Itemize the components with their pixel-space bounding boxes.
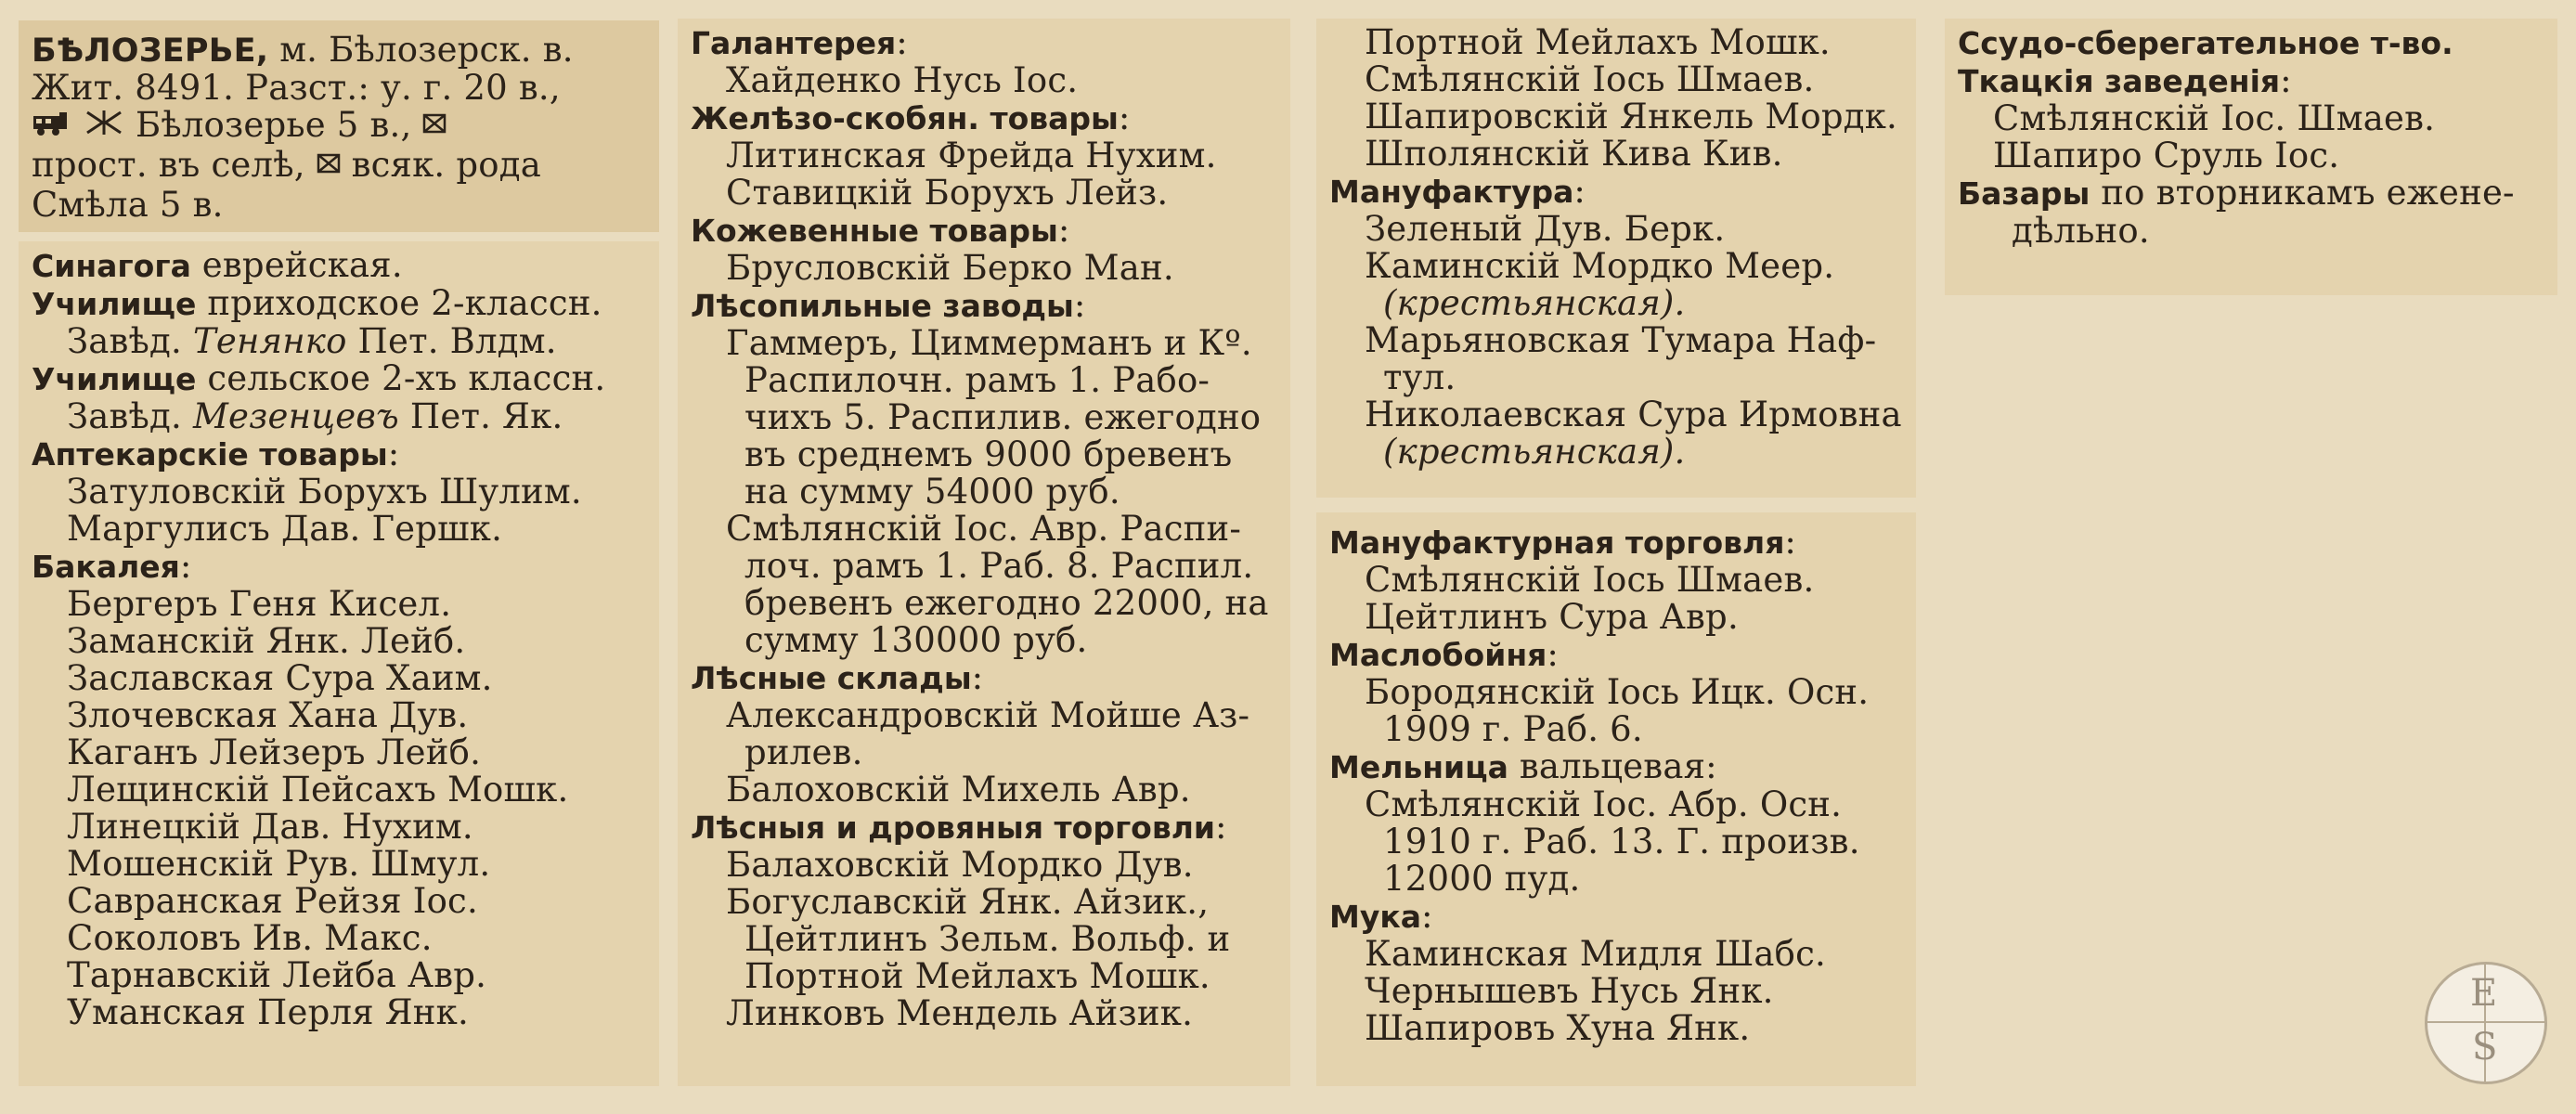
column-2 <box>678 19 1290 1086</box>
list-item: Цейтлинъ Сура Авр. <box>1365 597 1739 637</box>
town-name: БѢЛОЗЕРЬЕ, <box>32 32 269 70</box>
list-item: Маргулисъ Дав. Гершк. <box>67 509 503 549</box>
list-item-continuation: на сумму 54000 руб. <box>744 472 1120 512</box>
category-heading: Лѣсные склады <box>691 660 972 696</box>
railway-station-icon <box>32 110 72 147</box>
category: Аптекарскіе товары: <box>32 434 400 473</box>
list-item: Марьяновская Тумара Наф- <box>1365 320 1877 360</box>
list-item: Линецкій Дав. Нухим. <box>67 807 473 847</box>
list-item: Смѣлянскій Іос. Абр. Осн. <box>1365 784 1843 824</box>
list-item: Завѣд. Тенянко Пет. Влдм. <box>67 321 557 361</box>
category-heading: Галантерея <box>691 25 897 61</box>
list-item-continuation: Распилочн. рамъ 1. Рабо- <box>744 360 1210 400</box>
header-line1: м. Бѣлозерск. в. <box>279 30 574 70</box>
category: Базары по вторникамъ еженe- <box>1958 173 2515 213</box>
category: Мануфактура: <box>1329 171 1586 211</box>
list-item: Портной Мейлахъ Мошк. <box>1365 22 1831 62</box>
category-heading: Аптекарскіе товары <box>32 436 388 473</box>
list-item: Хайденко Нусь Іос. <box>726 60 1079 100</box>
list-item: Брусловскій Берко Ман. <box>726 248 1174 288</box>
category-heading: Мельница <box>1329 749 1508 785</box>
list-item: Бергеръ Геня Кисел. <box>67 584 452 624</box>
header-line3: Бѣлозерье 5 в., <box>135 105 412 145</box>
list-item: Бородянскій Іось Ицк. Осн. <box>1365 672 1870 712</box>
school-entry: Училище сельское 2-хъ классн. <box>32 358 606 398</box>
list-item-continuation: Цейтлинъ Зельм. Вольф. и <box>744 919 1231 959</box>
category-heading: Базары <box>1958 175 2091 212</box>
list-item: Александровскій Мойше Аз- <box>726 695 1250 735</box>
list-item: Смѣлянскій Іось Шмаев. <box>1365 59 1815 99</box>
list-item: Каганъ Лейзеръ Лейб. <box>67 732 482 772</box>
list-item: Соколовъ Ив. Макс. <box>67 918 433 958</box>
category-heading: Училище <box>32 361 197 397</box>
list-item: Шапиро Сруль Іос. <box>1993 136 2340 175</box>
category: Галантерея: <box>691 22 908 62</box>
list-item-continuation: 1909 г. Раб. 6. <box>1383 709 1643 749</box>
list-item-continuation: дѣльно. <box>2012 211 2150 251</box>
list-item-continuation: въ среднемъ 9000 бревенъ <box>744 434 1233 474</box>
list-item: Смѣлянскій Іось Шмаев. <box>1365 560 1815 600</box>
logo-letter-bottom: S <box>2472 1026 2498 1069</box>
list-item-continuation: 1910 г. Раб. 13. Г. произв. <box>1383 822 1860 861</box>
list-item-continuation: бревенъ ежегодно 22000, на <box>744 583 1269 623</box>
category-heading: Училище <box>32 286 197 322</box>
category: Маслобойня: <box>1329 634 1560 674</box>
list-item: Затуловскій Борухъ Шулим. <box>67 472 582 512</box>
list-item-note: (крестьянская). <box>1383 432 1686 472</box>
list-item: Заманскій Янк. Лейб. <box>67 621 466 661</box>
header-line4a: прост. въ селѣ, <box>32 145 305 185</box>
list-item: Каминскій Мордко Меер. <box>1365 246 1835 286</box>
header-line4b: всяк. рода <box>351 145 541 185</box>
telegraph-icon <box>317 149 341 187</box>
list-item-continuation: рилев. <box>744 732 863 772</box>
logo-letter-top: E <box>2470 972 2498 1015</box>
list-item: Каминская Мидля Шабс. <box>1365 934 1826 974</box>
category: Бакалея: <box>32 546 192 586</box>
category-heading: Маслобойня <box>1329 637 1547 673</box>
list-item: Гаммеръ, Циммерманъ и Кº. <box>726 323 1252 363</box>
list-item-continuation: тул. <box>1383 357 1456 397</box>
synagogue-entry: Синагога еврейская. <box>32 245 403 285</box>
column-3-bottom <box>1316 512 1916 1086</box>
list-item: Николаевская Сура Ирмовна <box>1365 395 1902 434</box>
list-item: Шполянскій Кива Кив. <box>1365 134 1783 174</box>
list-item: Завѣд. Мезенцевъ Пет. Як. <box>67 396 563 436</box>
list-item: Балоховскій Михель Авр. <box>726 770 1191 810</box>
category-heading: Синагога <box>32 248 191 284</box>
header-line2: Жит. 8491. Разст.: у. г. 20 в., <box>32 68 561 108</box>
list-item: Балаховскій Мордко Дув. <box>726 845 1194 885</box>
list-item-continuation: чихъ 5. Распилив. ежегодно <box>744 397 1262 437</box>
list-item: Тарнавскій Лейба Авр. <box>67 955 487 995</box>
list-item: Шапировскій Янкель Мордк. <box>1365 97 1897 136</box>
list-item: Савранская Рейзя Іос. <box>67 881 478 921</box>
list-item-continuation: 12000 пуд. <box>1383 859 1581 899</box>
school-entry: Училище приходское 2-классн. <box>32 283 602 323</box>
category-heading: Лѣсныя и дровяныя торговли <box>691 810 1216 846</box>
list-item: Лещинскій Пейсахъ Мошк. <box>67 770 569 810</box>
list-item: Линковъ Мендель Айзик. <box>726 993 1194 1033</box>
category-heading: Кожевенные товары <box>691 213 1058 249</box>
list-item: Ставицкій Борухъ Лейз. <box>726 173 1169 213</box>
column-4 <box>1945 19 2557 295</box>
category: Лѣсопильные заводы: <box>691 285 1086 325</box>
category: Мануфактурная торговля: <box>1329 522 1797 562</box>
header-line5: Смѣла 5 в. <box>32 185 224 225</box>
category-heading: Лѣсопильные заводы <box>691 288 1074 324</box>
category: Кожевенные товары: <box>691 210 1070 250</box>
category: Лѣсные склады: <box>691 657 984 697</box>
list-item: Смѣлянскій Іос. Шмаев. <box>1993 98 2436 138</box>
list-item: Шапировъ Хуна Янк. <box>1365 1008 1751 1048</box>
column-3-top <box>1316 19 1916 498</box>
list-item-continuation: лоч. рамъ 1. Раб. 8. Распил. <box>744 546 1254 586</box>
category-heading: Ткацкія заведенія <box>1958 63 2281 99</box>
list-item: Заславская Сура Хаим. <box>67 658 493 698</box>
category-heading: Желѣзо-скобян. товары <box>691 100 1119 136</box>
list-item: Уманская Перля Янк. <box>67 992 469 1032</box>
category-heading: Ссудо-сберегательное т-во. <box>1958 25 2453 61</box>
watermark-logo <box>2425 962 2547 1084</box>
category-heading: Мука <box>1329 899 1422 935</box>
category: Желѣзо-скобян. товары: <box>691 97 1131 137</box>
category: Ткацкія заведенія: <box>1958 60 2292 100</box>
category-heading: Мануфактура <box>1329 174 1574 210</box>
list-item: Литинская Фрейда Нухим. <box>726 136 1217 175</box>
post-office-icon <box>84 109 124 147</box>
list-item-note: (крестьянская). <box>1383 283 1686 323</box>
list-item-continuation: сумму 130000 руб. <box>744 620 1088 660</box>
list-item: Мошенскій Рув. Шмул. <box>67 844 491 884</box>
column-1 <box>19 241 659 1086</box>
list-item: Злочевская Хана Дув. <box>67 695 469 735</box>
town-header <box>19 20 659 232</box>
telegraph-icon <box>422 110 447 147</box>
category: Мука: <box>1329 896 1433 936</box>
category-heading: Бакалея <box>32 549 180 585</box>
list-item-continuation: Портной Мейлахъ Мошк. <box>744 956 1210 996</box>
category: Лѣсныя и дровяныя торговли: <box>691 807 1227 847</box>
list-item: Богуславскій Янк. Айзик., <box>726 882 1210 922</box>
list-item: Смѣлянскій Іос. Авр. Распи- <box>726 509 1242 549</box>
list-item: Зеленый Дув. Берк. <box>1365 209 1726 249</box>
category <box>1958 24 2544 62</box>
list-item: Чернышевъ Нусь Янк. <box>1365 971 1774 1011</box>
category-heading: Мануфактурная торговля <box>1329 525 1785 561</box>
category: Мельница вальцевая: <box>1329 746 1717 786</box>
